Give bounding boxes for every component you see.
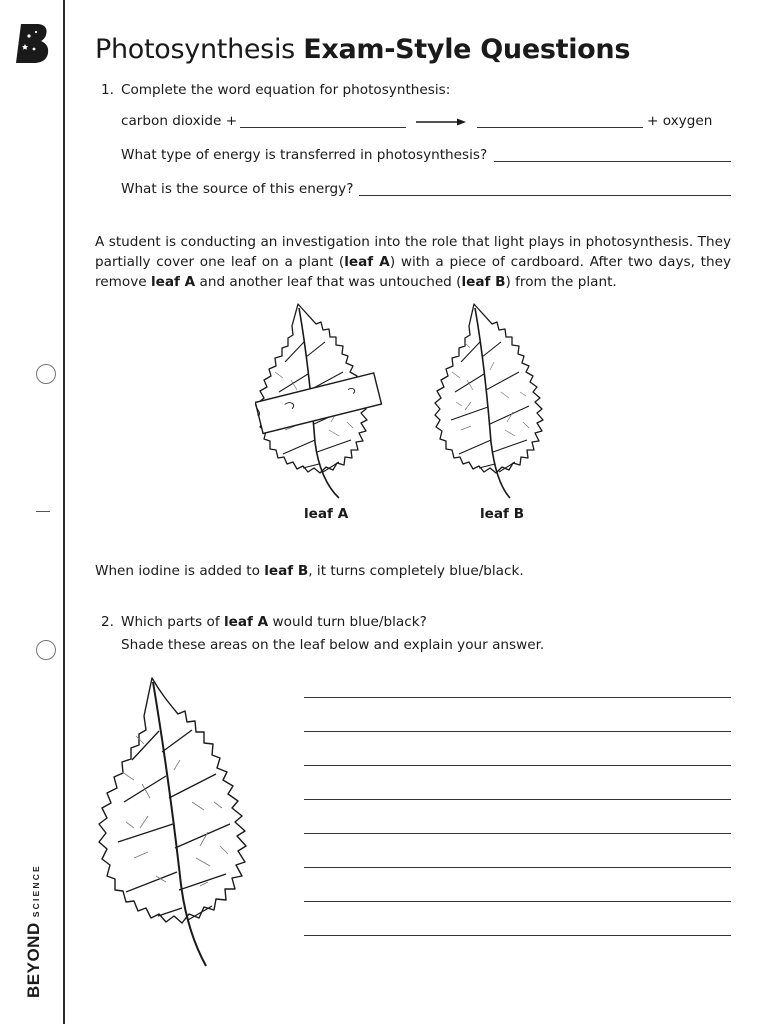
answer-line[interactable]	[304, 765, 731, 766]
brand-wordmark	[24, 864, 44, 998]
equation-blank-product[interactable]	[477, 127, 643, 128]
q2-prompt: Which parts of leaf A would turn blue/black?	[121, 614, 427, 630]
energy-source-question: What is the source of this energy?	[121, 181, 354, 197]
q2-instruction: Shade these areas on the leaf below and explain your answer.	[121, 637, 545, 653]
iodine-statement: When iodine is added to leaf B, it turns completely blue/black.	[95, 563, 524, 579]
page-title	[95, 34, 630, 65]
leaf-a-label: leaf A	[304, 506, 349, 522]
q1-number: 1.	[101, 82, 114, 98]
energy-type-question: What type of energy is transferred in photosynthesis?	[121, 147, 488, 163]
title-bold: Exam-Style Questions	[303, 34, 631, 65]
margin-rule	[63, 0, 65, 1024]
title-light: Photosynthesis	[95, 34, 295, 65]
energy-source-blank[interactable]	[359, 195, 731, 196]
fold-mark	[36, 511, 50, 512]
equation-right: + oxygen	[647, 113, 713, 129]
q2-number: 2.	[101, 614, 114, 630]
equation-blank-reactant[interactable]	[240, 127, 406, 128]
punch-hole-lower	[36, 640, 56, 660]
equation-left: carbon dioxide +	[121, 113, 238, 129]
brand-name: BEYOND	[24, 922, 43, 998]
shading-leaf-image[interactable]	[96, 676, 296, 968]
answer-line[interactable]	[304, 731, 731, 732]
answer-line[interactable]	[304, 833, 731, 834]
arrow-right-icon	[415, 117, 467, 127]
answer-line[interactable]	[304, 935, 731, 936]
beyond-logo-icon	[15, 22, 51, 64]
leaf-b-image	[434, 302, 566, 500]
answer-line[interactable]	[304, 799, 731, 800]
answer-line[interactable]	[304, 697, 731, 698]
leaf-a-image	[255, 302, 395, 500]
punch-hole-upper	[36, 364, 56, 384]
leaf-b-label: leaf B	[480, 506, 525, 522]
intro-paragraph: A student is conducting an investigation into the role that light plays in photosynthesis. They partially cover one leaf on a plant (leaf A) with a piece of cardboard. After two days, they remove leaf A and another leaf that was untouched (leaf B) from the plant.	[95, 234, 731, 290]
q1-prompt: Complete the word equation for photosynthesis:	[121, 82, 451, 98]
answer-line[interactable]	[304, 867, 731, 868]
brand-tagline: SCIENCE	[31, 864, 41, 918]
energy-type-blank[interactable]	[494, 161, 731, 162]
answer-line[interactable]	[304, 901, 731, 902]
